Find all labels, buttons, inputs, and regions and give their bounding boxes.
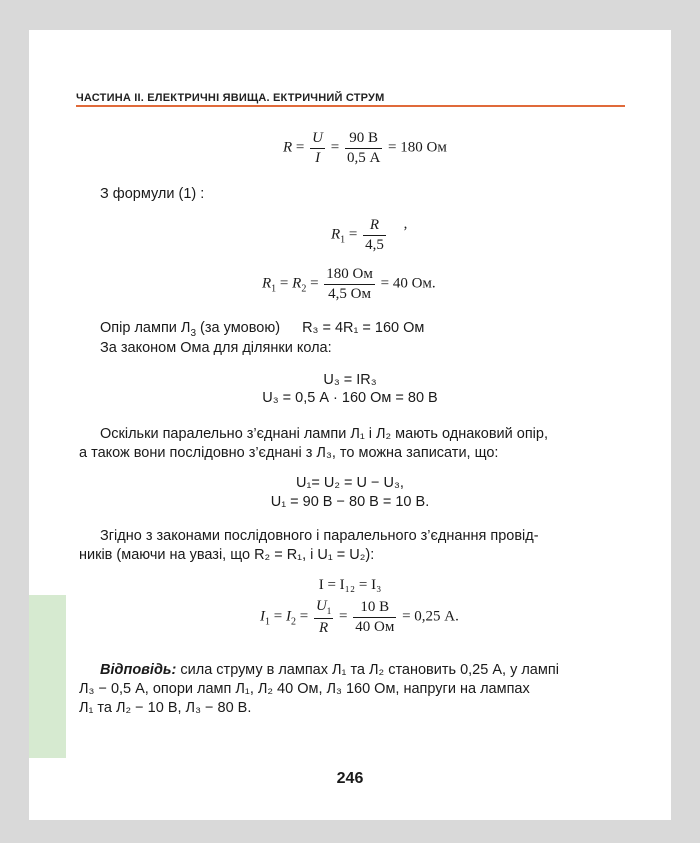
eq1-result: 180 Ом xyxy=(400,139,447,156)
eq1-fraction-ui xyxy=(310,130,325,166)
text-from-formula: З формули (1) : xyxy=(100,186,205,202)
paragraph2-line1: Згідно з законами послідовного і паралельного з’єднання провід- xyxy=(100,528,539,544)
equation-resistance: R = $\frac{U}{I}$ = $\frac{90 В}{0,5 А}$ = 180 Ом xyxy=(283,130,447,166)
eq2-num: R xyxy=(369,217,380,233)
equation-r1: $R_1$ = $\frac{R}{4,5}$ , xyxy=(331,216,408,253)
text-opir-label: Опір лампи Л xyxy=(100,320,191,336)
equation-currents: I = I₁₂ = I₃ xyxy=(318,577,382,593)
eq9-fraction-values xyxy=(353,599,396,635)
eq1-num2: 90 В xyxy=(345,130,382,149)
text-opir-sub: 3 xyxy=(190,327,196,339)
answer-line1 xyxy=(100,662,559,678)
paragraph2-line2: ників (маючи на увазі, що R₂ = R₁, і U₁ = U₂): xyxy=(79,547,375,563)
chapter-header: ЧАСТИНА ІІ. ЕЛЕКТРИЧНІ ЯВИЩА. ЕКТРИЧНИЙ СТРУМ xyxy=(76,92,385,104)
eq1-num1: U xyxy=(312,130,323,146)
answer-text1: сила струму в лампах Л₁ та Л₂ становить 0,25 А, у лампі xyxy=(176,662,559,678)
eq2-sub: 1 xyxy=(340,234,346,246)
eq3-den: 4,5 Ом xyxy=(328,285,371,302)
eq3-result: 40 Ом. xyxy=(392,275,436,292)
header-rule xyxy=(76,105,625,107)
eq1-den1: I xyxy=(315,149,321,166)
eq9-den2: 40 Ом xyxy=(355,618,395,635)
equation-u1-u2: U₁= U₂ = U − U₃, xyxy=(296,475,404,491)
answer-label: Відповідь: xyxy=(100,662,177,678)
equation-u1-values: U₁ = 90 В − 80 В = 10 В. xyxy=(270,494,430,510)
text-opir-condition: (за умовою) xyxy=(200,320,281,336)
equation-u3-values: U₃ = 0,5 А · 160 Ом = 80 В xyxy=(262,390,438,406)
text-opir-equation: R₃ = 4R₁ = 160 Ом xyxy=(302,320,425,336)
eq9-result: 0,25 А. xyxy=(414,608,459,625)
eq2-den: 4,5 xyxy=(365,236,384,253)
eq9-fraction-ur: $\frac{U_1}{R}$ xyxy=(315,598,332,636)
text-lamp-resistance xyxy=(100,320,424,339)
equation-r1-r2: $R_1 = R_2$ = $\frac{180 Ом}{4,5 Ом}$ = 40 Ом. xyxy=(262,266,436,302)
text-ohm-law: За законом Ома для ділянки кола: xyxy=(100,340,332,356)
answer-line2: Л₃ − 0,5 А, опори ламп Л₁, Л₂ 40 Ом, Л₃ 160 Ом, напруги на лампах xyxy=(79,681,530,697)
page-margin-tab xyxy=(29,595,66,758)
paragraph1-line1: Оскільки паралельно з’єднані лампи Л₁ і Л₂ мають однаковий опір, xyxy=(100,426,548,442)
eq3-fraction xyxy=(324,266,375,302)
eq1-lhs: R xyxy=(283,139,293,156)
eq9-num1: U xyxy=(315,598,327,614)
eq3-num: 180 Ом xyxy=(324,266,375,285)
page-number: 246 xyxy=(336,770,364,787)
eq2-fraction xyxy=(363,217,386,253)
paragraph1-line2: а також вони послідовно з’єднані з Л₃, то можна записати, що: xyxy=(79,445,499,461)
eq1-den2: 0,5 А xyxy=(346,149,381,166)
eq2-lhs: R xyxy=(331,226,341,243)
eq9-den1: R xyxy=(319,619,329,636)
eq1-fraction-values xyxy=(345,130,382,166)
equation-u3: U₃ = IR₃ xyxy=(323,372,377,388)
answer-line3: Л₁ та Л₂ − 10 В, Л₃ − 80 В. xyxy=(79,700,252,716)
eq9-num2: 10 В xyxy=(353,599,396,618)
equation-i1-i2: $I_1 = I_2$ = $\frac{U_1}{R}$ = $\frac{10 В}{40 Ом}$ = 0,25 А. xyxy=(260,598,459,636)
eq2-comma: , xyxy=(403,216,408,233)
